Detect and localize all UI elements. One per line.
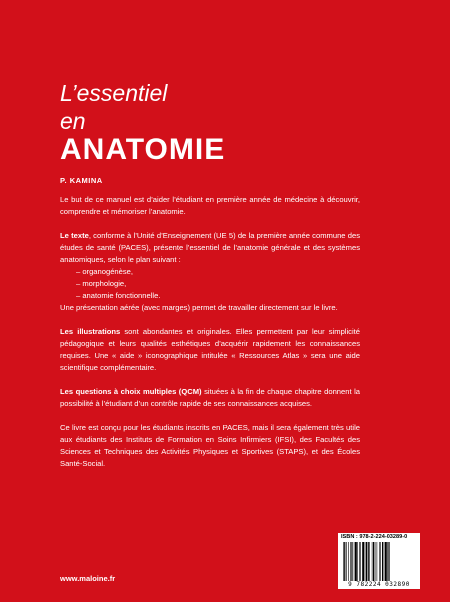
ean-number: 9 782224 032890: [348, 581, 410, 588]
illustrations-rest: sont abondantes et originales. Elles permettent par leur simplicité pédagogique et leurs qualités esthétiques d’acquérir rapidement les connaissances requises. Une « aide » iconographique intitulée « Ressources Atlas » sera une aide scientifique complémentaire.: [60, 327, 360, 372]
qcm-paragraph: [60, 386, 360, 410]
plan-list: [60, 266, 360, 302]
isbn-barcode-box: [338, 533, 420, 589]
title-line-en: en: [60, 108, 86, 134]
plan-item: – morphologie,: [76, 279, 127, 288]
texte-label: Le texte: [60, 231, 89, 240]
intro-paragraph: Le but de ce manuel est d’aider l’étudiant en première année de médecine à découvrir, comprendre et mémoriser l’anatomie.: [60, 195, 360, 216]
barcode-icon: [342, 542, 416, 581]
title-anatomie: ANATOMIE: [60, 133, 226, 166]
plan-item: – anatomie fonctionnelle.: [76, 291, 161, 300]
texte-paragraph: [60, 230, 360, 266]
illustrations-label: Les illustrations: [60, 327, 121, 336]
publisher-website: www.maloine.fr: [60, 574, 116, 583]
plan-item: – organogénèse,: [76, 267, 134, 276]
isbn-label: ISBN : 978-2-224-03289-0: [341, 534, 408, 540]
texte-rest: , conforme à l’Unité d’Enseignement (UE 5) de la première année commune des études de santé (PACES), présente l’essentiel de l’anatomie générale et des systèmes anatomiques, selon le plan suivant :: [60, 231, 361, 264]
description-text: [60, 194, 360, 470]
qcm-rest: situées à la fin de chaque chapitre donnent la possibilité à l’étudiant d’un contrôle rapide de ses connaissances acquises.: [60, 387, 360, 408]
illustrations-paragraph: [60, 326, 360, 374]
title-line-essentiel: L’essentiel: [60, 80, 168, 106]
presentation-paragraph: Une présentation aérée (avec marges) permet de travailler directement sur le livre.: [60, 303, 338, 312]
author-name: P. KAMINA: [60, 176, 103, 185]
qcm-label: Les questions à choix multiples (QCM): [60, 387, 202, 396]
audience-paragraph: Ce livre est conçu pour les étudiants inscrits en PACES, mais il sera également très utile aux étudiants des Instituts de Formation en Soins Infirmiers (IFSI), des Facultés des Sciences et Techniques des Activités Physiques et Sportives (STAPS), et des Écoles Santé-Social.: [60, 423, 360, 468]
